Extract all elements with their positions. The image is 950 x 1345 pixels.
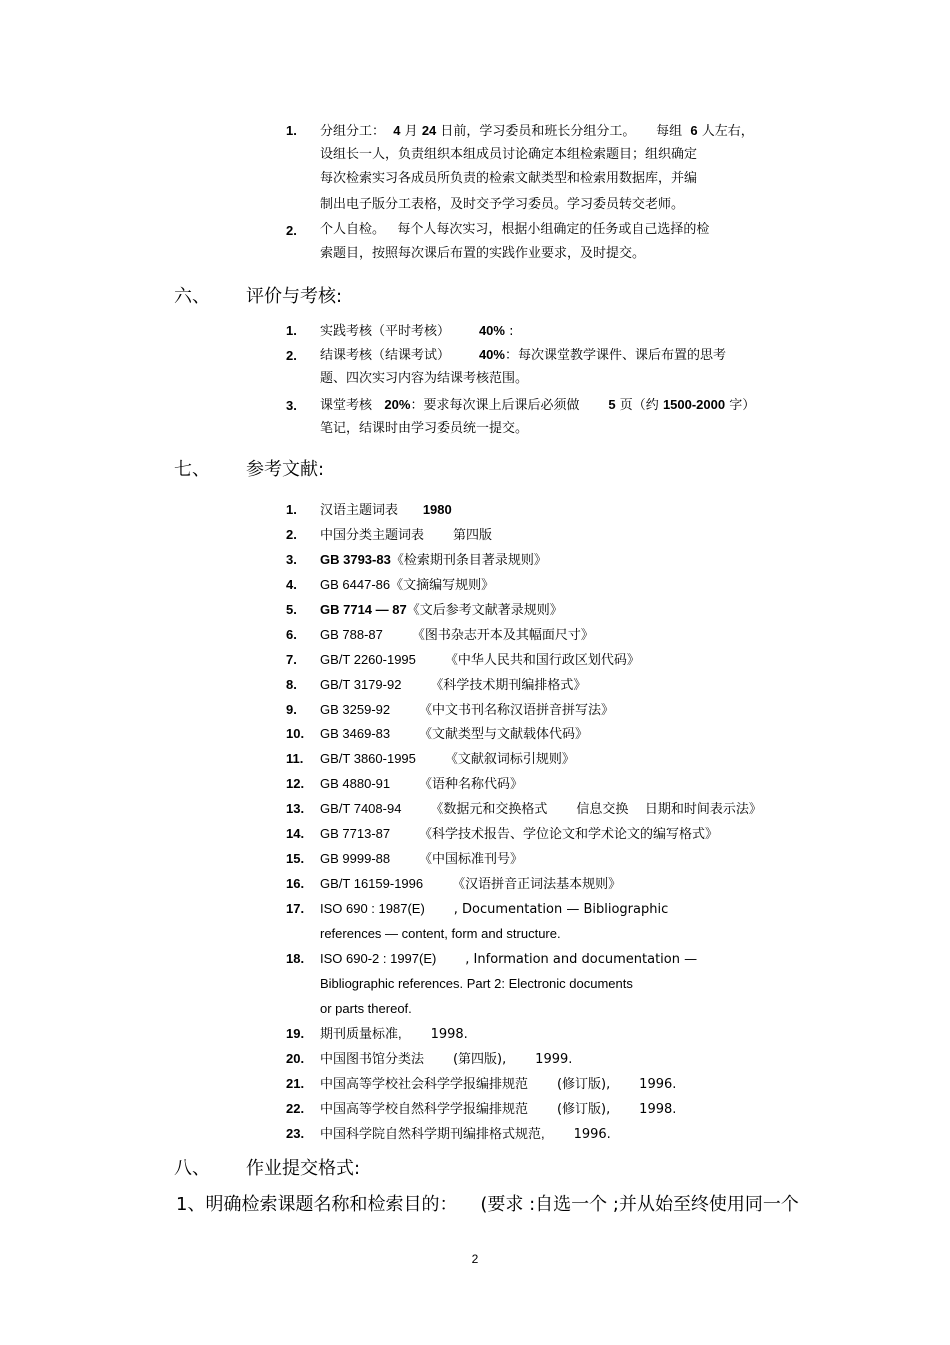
reference-entry xyxy=(320,1021,468,1047)
reference-entry xyxy=(320,1071,676,1097)
reference-code: ISO 690-2 : 1997(E) xyxy=(320,951,437,966)
reference-entry xyxy=(320,622,594,648)
item-text-line: 题、四次实习内容为结课考核范围。 xyxy=(320,371,529,386)
item-text-line: 分组分工： 4 月 24 日前，学习委员和班长分组分工。 每组 6 人左右， xyxy=(320,123,754,139)
reference-entry xyxy=(320,497,452,523)
reference-title-part: 日期和时间表示法》 xyxy=(644,802,762,817)
reference-entry xyxy=(320,896,668,922)
reference-entry xyxy=(320,672,586,698)
reference-number: 18. xyxy=(286,951,305,966)
reference-number: 11. xyxy=(286,751,304,766)
reference-code: 期刊质量标准, xyxy=(320,1026,402,1041)
reference-number: 22. xyxy=(286,1101,305,1116)
item-number: 2. xyxy=(286,223,297,238)
item-text-line: 实践考核（平时考核） 40% : xyxy=(320,323,514,339)
item-text-line: 笔记，结课时由学习委员统一提交。 xyxy=(320,421,529,436)
reference-entry xyxy=(320,771,523,797)
reference-number: 17. xyxy=(286,901,305,916)
reference-number: 15. xyxy=(286,851,305,866)
reference-code: GB 788-87 xyxy=(320,627,383,642)
assignment-format-line: 1、明确检索课题名称和检索目的： (要求 :自选一个 ;并从始至终使用同一个 xyxy=(176,1194,799,1215)
reference-number: 5. xyxy=(286,602,297,617)
item-text-line: 个人自检。 每个人每次实习，根据小组确定的任务或自己选择的检 xyxy=(320,222,710,237)
reference-number: 4. xyxy=(286,577,297,592)
reference-code: 中国高等学校社会科学学报编排规范 xyxy=(320,1076,529,1091)
item-text-line: 设组长一人，负责组织本组成员讨论确定本组检索题目；组织确定 xyxy=(320,147,698,162)
reference-number: 9. xyxy=(286,702,297,717)
reference-title: (修订版), xyxy=(556,1077,611,1092)
page-number: 2 xyxy=(471,1252,479,1266)
reference-number: 20. xyxy=(286,1051,305,1066)
reference-title: (第四版), xyxy=(452,1052,507,1067)
reference-title: , Information and documentation — xyxy=(465,952,698,967)
reference-title: 《科学技术期刊编排格式》 xyxy=(430,678,587,693)
reference-continuation: references — content, form and structure. xyxy=(320,926,561,941)
reference-number: 1. xyxy=(286,502,297,517)
reference-title: 《数据元和交换格式 xyxy=(430,802,548,817)
section-heading: 七、 参考文献: xyxy=(174,459,325,480)
reference-entry xyxy=(320,597,563,623)
reference-number: 13. xyxy=(286,801,305,816)
reference-code: GB 3259-92 xyxy=(320,702,391,717)
reference-number: 6. xyxy=(286,627,297,642)
item-text-line: 结课考核（结课考试） 40%：每次课堂教学课件、课后布置的思考 xyxy=(320,347,726,363)
reference-entry xyxy=(320,746,575,772)
reference-entry xyxy=(320,1046,572,1072)
reference-number: 8. xyxy=(286,677,297,692)
reference-title: 第四版 xyxy=(452,528,492,543)
item-text-line: 每次检索实习各成员所负责的检索文献类型和检索用数据库，并编 xyxy=(320,171,698,186)
reference-number: 12. xyxy=(286,776,305,791)
reference-code: 汉语主题词表 xyxy=(320,502,399,517)
reference-number: 10. xyxy=(286,726,305,741)
reference-title: 1996. xyxy=(573,1127,611,1142)
reference-title: 《语种名称代码》 xyxy=(419,777,524,792)
reference-code: 中国图书馆分类法 xyxy=(320,1051,425,1066)
reference-title: 《检索期刊条目著录规则》 xyxy=(390,553,547,568)
reference-entry xyxy=(320,821,718,847)
reference-code: GB 7714 — 87 xyxy=(320,602,407,617)
reference-number: 14. xyxy=(286,826,305,841)
reference-entry xyxy=(320,846,523,872)
item-number: 2. xyxy=(286,348,297,363)
reference-code: GB 3469-83 xyxy=(320,726,391,741)
reference-title: 1980 xyxy=(422,502,452,517)
reference-code: 中国分类主题词表 xyxy=(320,527,425,542)
reference-entry xyxy=(320,946,697,972)
reference-entry xyxy=(320,1121,611,1147)
reference-code: ISO 690 : 1987(E) xyxy=(320,901,425,916)
reference-code: GB 7713-87 xyxy=(320,826,391,841)
reference-number: 3. xyxy=(286,552,297,567)
reference-code: 中国高等学校自然科学学报编排规范 xyxy=(320,1101,529,1116)
reference-code: GB/T 2260-1995 xyxy=(320,652,416,667)
reference-code: 中国科学院自然科学期刊编排格式规范, xyxy=(320,1126,545,1141)
reference-code: GB 3793-83 xyxy=(320,552,391,567)
reference-title-part: 1999. xyxy=(535,1052,573,1067)
reference-title-part: 1996. xyxy=(639,1077,677,1092)
reference-entry xyxy=(320,697,614,723)
item-text-line: 制出电子版分工表格，及时交予学习委员。学习委员转交老师。 xyxy=(320,197,685,212)
reference-title: 《中华人民共和国行政区划代码》 xyxy=(444,653,640,668)
reference-entry xyxy=(320,1096,676,1122)
section-heading: 六、 评价与考核: xyxy=(174,286,343,307)
reference-entry xyxy=(320,522,492,548)
reference-title: 《文摘编写规则》 xyxy=(390,578,495,593)
reference-entry xyxy=(320,547,547,573)
reference-title: , Documentation — Bibliographic xyxy=(453,902,669,917)
reference-title: 《中国标准刊号》 xyxy=(419,852,524,867)
reference-title: 《中文书刊名称汉语拼音拼写法》 xyxy=(419,703,615,718)
reference-entry xyxy=(320,721,588,747)
reference-title: 《文献叙词标引规则》 xyxy=(444,752,575,767)
reference-title: 《科学技术报告、学位论文和学术论文的编写格式》 xyxy=(419,827,719,842)
reference-code: GB 9999-88 xyxy=(320,851,391,866)
item-text-line: 索题目，按照每次课后布置的实践作业要求，及时提交。 xyxy=(320,246,646,261)
reference-code: GB/T 7408-94 xyxy=(320,801,402,816)
reference-title: 《文后参考文献著录规则》 xyxy=(406,603,563,618)
reference-title: 《图书杂志开本及其幅面尺寸》 xyxy=(411,628,594,643)
reference-title-part: 信息交换 xyxy=(576,802,629,817)
reference-entry xyxy=(320,572,494,598)
reference-continuation: or parts thereof. xyxy=(320,1001,412,1016)
reference-title: 《汉语拼音正词法基本规则》 xyxy=(452,877,622,892)
reference-number: 2. xyxy=(286,527,297,542)
section-heading: 八、 作业提交格式: xyxy=(174,1158,361,1179)
reference-title: 《文献类型与文献载体代码》 xyxy=(419,727,589,742)
reference-title-part: 1998. xyxy=(639,1102,677,1117)
reference-continuation: Bibliographic references. Part 2: Electronic documents xyxy=(320,976,633,991)
item-number: 1. xyxy=(286,123,297,138)
reference-code: GB 4880-91 xyxy=(320,776,391,791)
reference-code: GB/T 3179-92 xyxy=(320,677,402,692)
reference-title: 1998. xyxy=(430,1027,468,1042)
reference-number: 23. xyxy=(286,1126,305,1141)
reference-number: 19. xyxy=(286,1026,305,1041)
reference-number: 7. xyxy=(286,652,297,667)
item-number: 1. xyxy=(286,323,297,338)
reference-entry xyxy=(320,871,621,897)
reference-number: 16. xyxy=(286,876,305,891)
reference-code: GB/T 16159-1996 xyxy=(320,876,424,891)
reference-code: GB 6447-86 xyxy=(320,577,391,592)
item-number: 3. xyxy=(286,398,297,413)
reference-entry xyxy=(320,647,640,673)
item-text-line: 课堂考核 20%：要求每次课上后课后必须做 5 页（约 1500-2000 字） xyxy=(320,397,756,413)
reference-entry xyxy=(320,796,762,822)
reference-code: GB/T 3860-1995 xyxy=(320,751,416,766)
reference-number: 21. xyxy=(286,1076,305,1091)
reference-title: (修订版), xyxy=(556,1102,611,1117)
